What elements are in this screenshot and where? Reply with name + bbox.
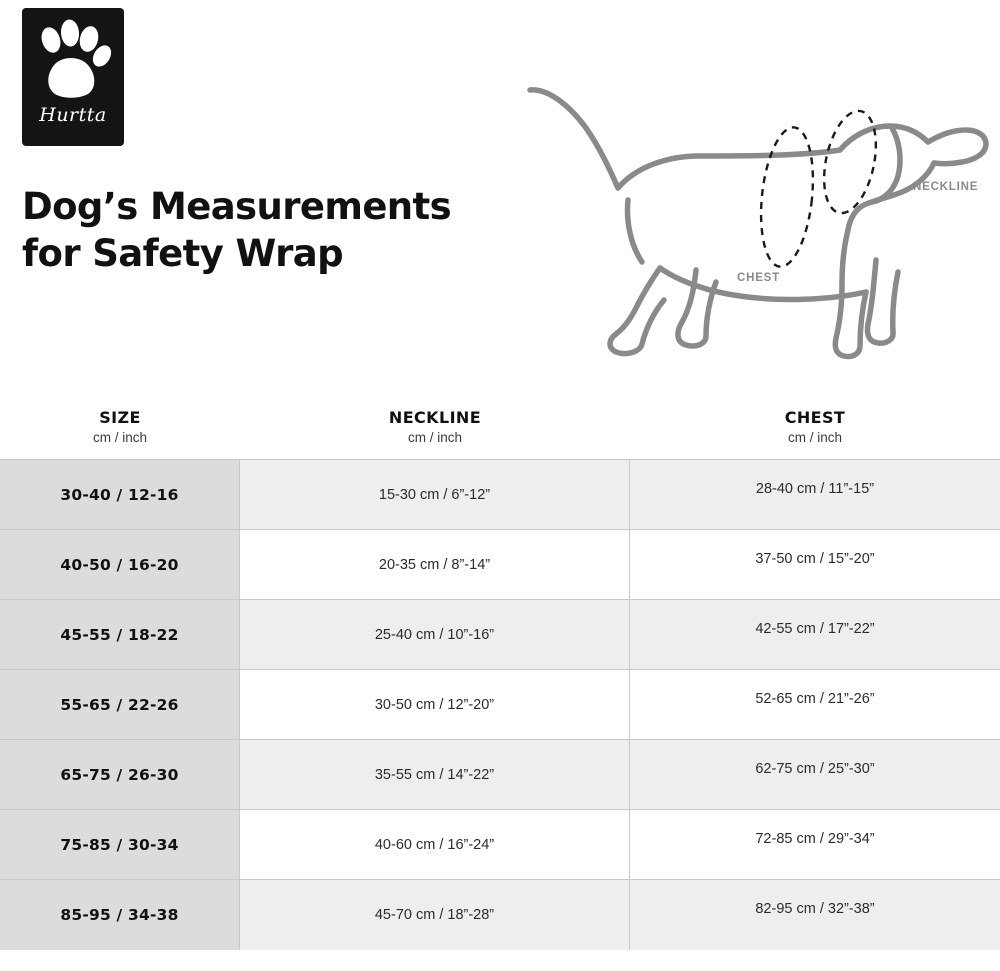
illustration-label-neckline: NECKLINE [913, 181, 979, 193]
column-header-chest: CHEST cm / inch [784, 408, 846, 445]
table-row [0, 810, 1000, 880]
cell-chest: 37-50 cm / 15”-20” [630, 530, 1000, 599]
cell-chest: 28-40 cm / 11”-15” [630, 460, 1000, 529]
cell-neckline: 45-70 cm / 18”-28” [240, 880, 630, 950]
table-row [0, 530, 1000, 600]
page-title-line-1: Dog’s Measurements [22, 185, 452, 228]
page-title-line-2: for Safety Wrap [22, 232, 344, 276]
cell-chest: 82-95 cm / 32”-38” [630, 880, 1000, 950]
measurements-table [0, 398, 1000, 950]
cell-neckline: 20-35 cm / 8”-14” [240, 530, 630, 599]
paw-print-icon [22, 18, 124, 106]
table-row [0, 670, 1000, 740]
cell-size: 85-95 / 34-38 [0, 880, 240, 950]
column-header-size: SIZE cm / inch [92, 408, 147, 445]
brand-wordmark: Hurtta [39, 104, 107, 126]
cell-size: 55-65 / 22-26 [0, 670, 240, 739]
cell-size: 45-55 / 18-22 [0, 600, 240, 669]
cell-size: 40-50 / 16-20 [0, 530, 240, 599]
cell-size: 65-75 / 26-30 [0, 740, 240, 809]
column-header-neckline: NECKLINE cm / inch [388, 408, 482, 445]
cell-chest: 52-65 cm / 21”-26” [630, 670, 1000, 739]
dog-outline-icon [500, 60, 1000, 380]
illustration-label-chest: CHEST [737, 272, 780, 284]
table-header-row [0, 398, 1000, 460]
table-row [0, 740, 1000, 810]
table-row [0, 460, 1000, 530]
cell-size: 30-40 / 12-16 [0, 460, 240, 529]
page-title [22, 183, 492, 278]
cell-neckline: 15-30 cm / 6”-12” [240, 460, 630, 529]
cell-chest: 62-75 cm / 25”-30” [630, 740, 1000, 809]
cell-neckline: 40-60 cm / 16”-24” [240, 810, 630, 879]
table-row [0, 600, 1000, 670]
cell-size: 75-85 / 30-34 [0, 810, 240, 879]
cell-chest: 42-55 cm / 17”-22” [630, 600, 1000, 669]
cell-neckline: 25-40 cm / 10”-16” [240, 600, 630, 669]
cell-neckline: 35-55 cm / 14”-22” [240, 740, 630, 809]
cell-chest: 72-85 cm / 29”-34” [630, 810, 1000, 879]
brand-logo [22, 8, 124, 146]
cell-neckline: 30-50 cm / 12”-20” [240, 670, 630, 739]
table-row [0, 880, 1000, 950]
